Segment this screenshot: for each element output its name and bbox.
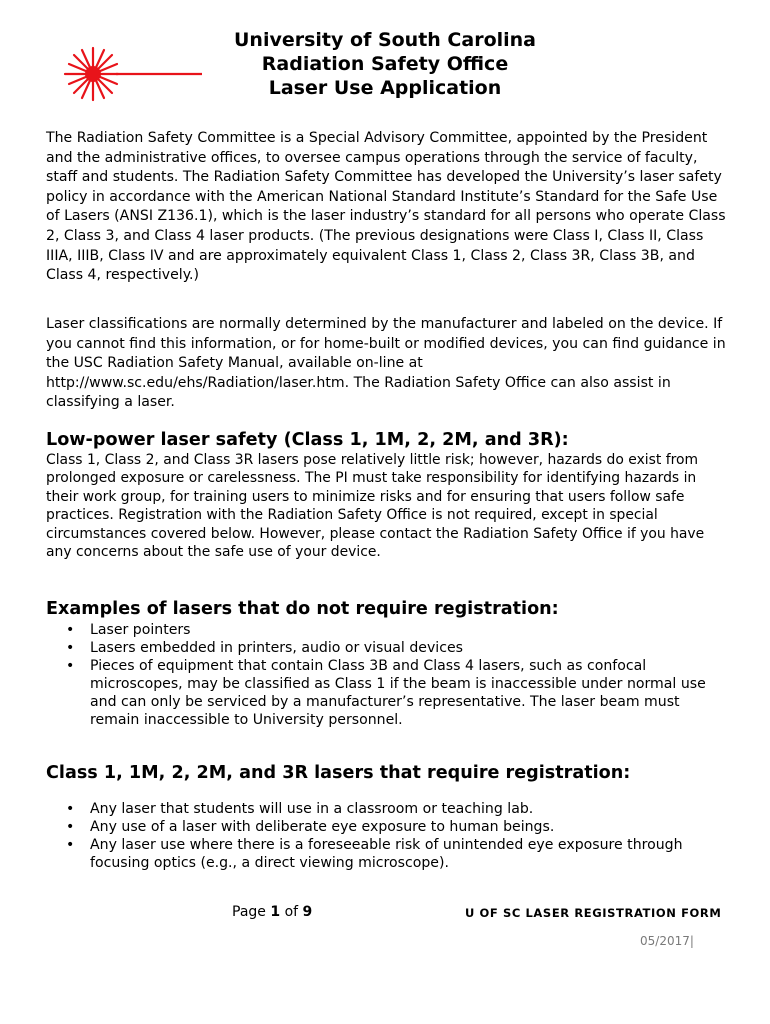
- list-item: • Laser pointers: [46, 621, 730, 639]
- page-total: 9: [302, 904, 313, 920]
- no-registration-heading: Examples of lasers that do not require registration:: [46, 599, 559, 619]
- intro-paragraph-2: Laser classifications are normally determined by the manufacturer and labeled on the device. If you cannot find this information, or for home-built or modified devices, you can find guidance in the USC Radiation Safety Manual, available on-line at http://www.sc.edu/ehs/Radiation/laser.htm. The Radiation Safety Office can also assist in classifying a laser.: [46, 316, 726, 411]
- list-item: • Lasers embedded in printers, audio or visual devices: [46, 639, 730, 657]
- require-registration-heading: Class 1, 1M, 2, 2M, and 3R lasers that require registration:: [46, 763, 631, 783]
- no-registration-list: [46, 621, 730, 729]
- require-registration-list: [46, 800, 730, 872]
- page-of: of: [284, 904, 299, 920]
- list-item: • Any laser that students will use in a classroom or teaching lab.: [46, 800, 730, 818]
- revision-date: 05/2017|: [640, 934, 694, 948]
- low-power-body: Class 1, Class 2, and Class 3R lasers pose relatively little risk; however, hazards do exist from prolonged exposure or carelessness. The PI must take responsibility for identifying hazards in their work group, for training users to minimize risks and for ensuring that users follow safe practices. Registration with the Radiation Safety Office is not required, except in special circumstances covered below. However, please contact the Radiation Safety Office if you have any concerns about the safe use of your device.: [46, 452, 705, 561]
- title-university: University of South Carolina: [234, 29, 536, 51]
- intro-paragraph-1: The Radiation Safety Committee is a Special Advisory Committee, appointed by the President and the administrative offices, to oversee campus operations through the service of faculty, staff and students. The Radiation Safety Committee has developed the University’s laser safety policy in accordance with the American National Standard Institute’s Standard for the Safe Use of Lasers (ANSI Z136.1), which is the laser industry’s standard for all persons who operate Class 2, Class 3, and Class 4 laser products. (The previous designations were Class I, Class II, Class IIIA, IIIB, Class IV and are approximately equivalent Class 1, Class 2, Class 3R, Class 3B, and Class 4, respectively.): [46, 130, 726, 284]
- page-current: 1: [270, 904, 281, 920]
- list-item: • Pieces of equipment that contain Class 3B and Class 4 lasers, such as confocal microscopes, may be classified as Class 1 if the beam is inaccessible under normal use and can only be serviced by a manufacturer’s representative. The laser beam must remain inaccessible to University personnel.: [46, 657, 730, 729]
- page-number: [232, 904, 312, 920]
- list-item: • Any use of a laser with deliberate eye exposure to human beings.: [46, 818, 730, 836]
- low-power-heading: Low-power laser safety (Class 1, 1M, 2, 2M, and 3R):: [46, 430, 569, 450]
- list-item: • Any laser use where there is a foreseeable risk of unintended eye exposure through focusing optics (e.g., a direct viewing microscope).: [46, 836, 730, 872]
- form-name: U OF SC LASER REGISTRATION FORM: [465, 906, 722, 920]
- title-form: Laser Use Application: [268, 77, 502, 99]
- document-title: [170, 28, 600, 100]
- title-office: Radiation Safety Office: [261, 53, 509, 75]
- page-word: Page: [232, 904, 266, 920]
